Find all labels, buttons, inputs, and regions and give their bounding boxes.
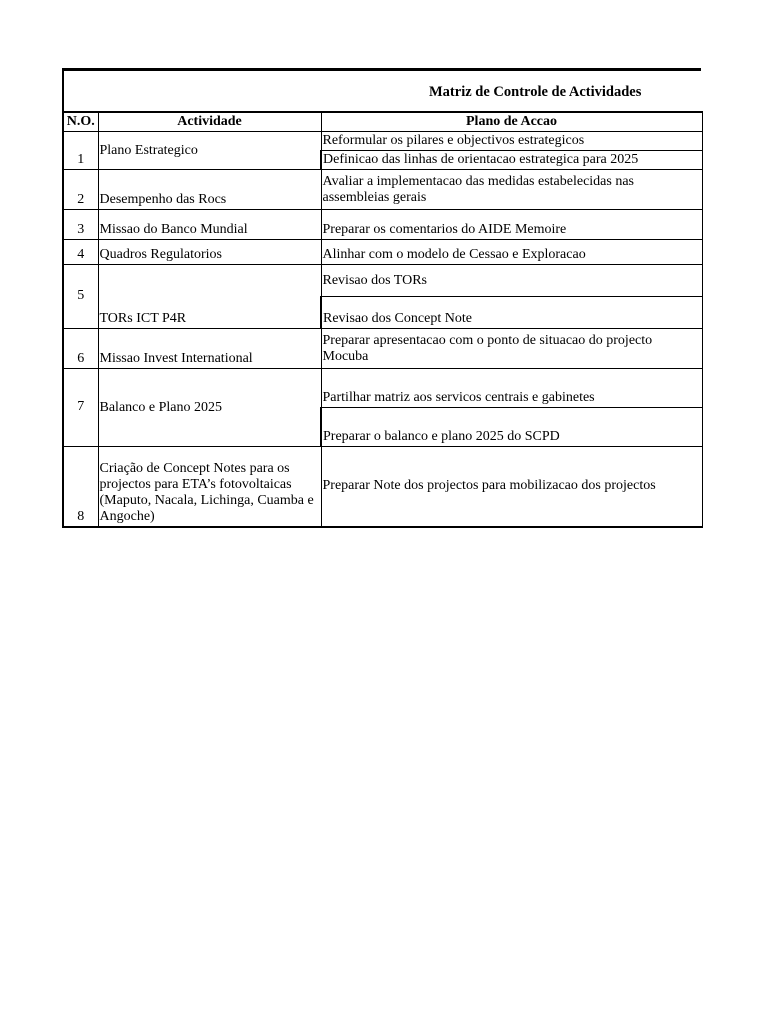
row-number: 7 [63,369,98,447]
header-row [63,112,702,132]
header-activity: Actividade [98,112,321,132]
plan-cell: Definicao das linhas de orientacao estrategica para 2025 [321,151,702,170]
table-row [63,447,702,527]
activity-cell: Balanco e Plano 2025 [98,369,321,447]
table-row [63,240,702,265]
activity-cell: Desempenho das Rocs [98,170,321,210]
title-bar [62,68,701,111]
table-row [63,265,702,297]
plan-cell: Partilhar matriz aos servicos centrais e gabinetes [321,369,702,408]
activity-control-sheet [62,68,701,528]
activity-cell: Plano Estrategico [98,132,321,170]
header-plan: Plano de Accao [321,112,702,132]
plan-cell: Preparar Note dos projectos para mobilizacao dos projectos [321,447,702,527]
row-number: 8 [63,447,98,527]
activity-cell: Criação de Concept Notes para os projectos para ETA’s fotovoltaicas (Maputo, Nacala, Lichinga, Cuamba e Angoche) [98,447,321,527]
activity-cell: Missao do Banco Mundial [98,210,321,240]
table-row [63,210,702,240]
plan-cell: Preparar os comentarios do AIDE Memoire [321,210,702,240]
activity-table [62,111,703,528]
plan-cell: Alinhar com o modelo de Cessao e Exploracao [321,240,702,265]
plan-cell: Preparar o balanco e plano 2025 do SCPD [321,408,702,447]
plan-cell: Preparar apresentacao com o ponto de situacao do projecto Mocuba [321,329,702,369]
row-number: 3 [63,210,98,240]
row-number: 4 [63,240,98,265]
activity-cell: Missao Invest International [98,329,321,369]
table-row [63,369,702,408]
plan-cell: Reformular os pilares e objectivos estrategicos [321,132,702,151]
table-row [63,170,702,210]
sheet-title: Matriz de Controle de Actividades [429,84,642,100]
row-number: 2 [63,170,98,210]
table-row [63,132,702,151]
plan-cell: Revisao dos Concept Note [321,297,702,329]
row-number: 5 [63,265,98,329]
header-num: N.O. [63,112,98,132]
activity-cell: TORs ICT P4R [98,265,321,329]
table-row [63,329,702,369]
plan-cell: Revisao dos TORs [321,265,702,297]
row-number: 6 [63,329,98,369]
plan-cell: Avaliar a implementacao das medidas estabelecidas nas assembleias gerais [321,170,702,210]
row-number: 1 [63,132,98,170]
activity-cell: Quadros Regulatorios [98,240,321,265]
